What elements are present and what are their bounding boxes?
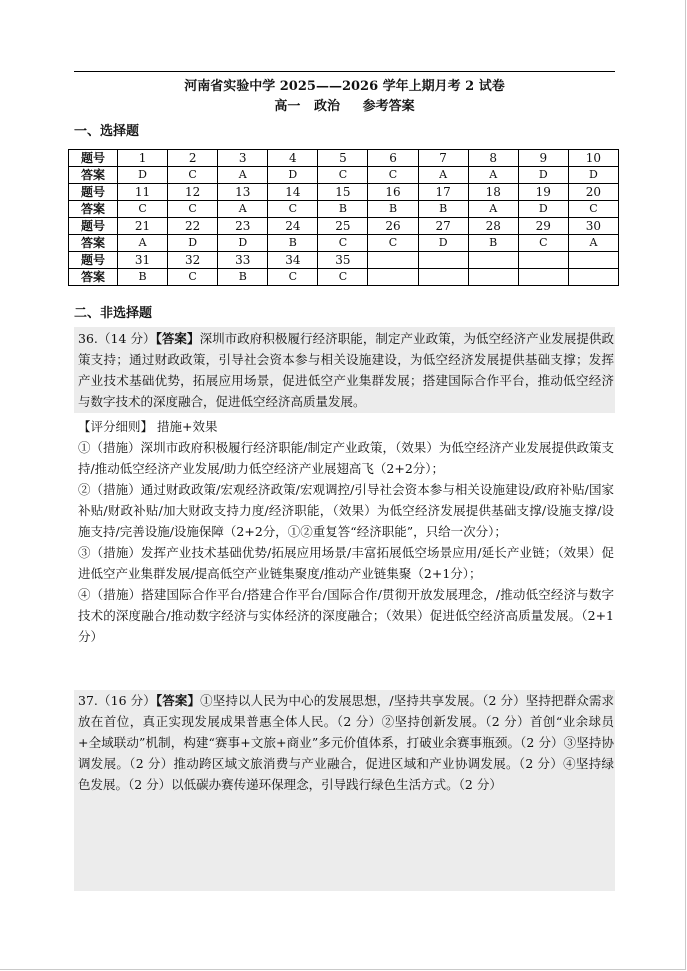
question-number-cell: 27 [418,218,468,235]
question-number-cell: 2 [168,150,218,167]
answer-row [69,167,619,184]
header-rule [74,71,615,72]
answer-row [69,235,619,252]
answer-cell: C [368,235,418,252]
question-number-cell: 24 [268,218,318,235]
answer-cell: C [568,201,618,218]
answer-cell [568,269,618,286]
question-number-cell: 19 [518,184,568,201]
question-number-cell: 35 [318,252,368,269]
answer-cell: C [318,269,368,286]
question-number-cell: 32 [168,252,218,269]
section-heading-nonchoice: 二、非选择题 [74,306,153,321]
question-number-row [69,252,619,269]
question-number-cell: 29 [518,218,568,235]
answer-cell: C [368,167,418,184]
question-number-cell: 30 [568,218,618,235]
answer-cell: C [118,201,168,218]
question-number-cell: 8 [468,150,518,167]
answer-cell: D [518,167,568,184]
question-number-cell: 20 [568,184,618,201]
q36-label: 【答案】 [155,331,200,346]
question-number-cell: 12 [168,184,218,201]
answer-row [69,269,619,286]
question-number-row [69,184,619,201]
answer-cell: C [518,235,568,252]
answer-cell: A [468,167,518,184]
rubric-item: ④（措施）搭建国际合作平台/搭建合作平台/国际合作/贯彻开放发展理念，/推动低空经济与数字技术的深度融合/推动数字经济与实体经济的深度融合；（效果）促进低空经济高质量发展。（2+1分） [78,587,614,644]
question-number-cell: 11 [118,184,168,201]
answer-cell: C [168,201,218,218]
answer-row [69,201,619,218]
answer-cell [518,269,568,286]
answer-cell [368,269,418,286]
answer-cell: C [268,201,318,218]
answer-cell [468,269,518,286]
question-label-cell: 题号 [69,150,118,167]
q36-answer [78,328,614,412]
question-number-cell: 3 [218,150,268,167]
question-number-cell: 18 [468,184,518,201]
answer-cell: D [418,235,468,252]
answer-cell: C [318,167,368,184]
question-number-cell: 26 [368,218,418,235]
answer-cell: D [518,201,568,218]
question-number-cell: 34 [268,252,318,269]
answer-cell: D [268,167,318,184]
rubric-item: ②（措施）通过财政政策/宏观经济政策/宏观调控/引导社会资本参与相关设施建设/政府补贴/国家补贴/财政补贴/加大财政支持力度/经济职能，（效果）为低空经济发展提供基础支撑/设施支撑/设施支持/完善设施/设施保障（2+2分，①②重复答“经济职能”，只给一次分）； [78,482,614,539]
question-number-cell: 10 [568,150,618,167]
question-number-cell: 7 [418,150,468,167]
question-number-cell [418,252,468,269]
question-number-row [69,150,619,167]
question-label-cell: 题号 [69,218,118,235]
question-number-cell: 17 [418,184,468,201]
q36-answer-text: 深圳市政府积极履行经济职能，制定产业政策，为低空经济产业发展提供政策支持；通过财政政策，引导社会资本参与相关设施建设，为低空经济发展提供基础支撑；发挥产业技术基础优势，拓展应用场景，促进低空产业集群发展；搭建国际合作平台，推动低空经济与数字技术的深度融合，促进低空经济高质量发展。 [78,331,614,409]
answer-cell: A [418,167,468,184]
question-number-cell: 21 [118,218,168,235]
q37-prefix: 37.（16 分） [78,693,156,708]
question-number-cell: 33 [218,252,268,269]
rubric-heading: 【评分细则】 措施+效果 [78,419,218,434]
question-number-cell: 9 [518,150,568,167]
question-number-cell: 4 [268,150,318,167]
question-label-cell: 题号 [69,252,118,269]
question-number-cell: 25 [318,218,368,235]
answer-cell: A [568,235,618,252]
answer-cell: C [168,167,218,184]
answer-cell: C [168,269,218,286]
question-number-cell [368,252,418,269]
q36-rubric [78,416,614,647]
answer-table [68,149,619,286]
exam-subtitle: 高一 政治 参考答案 [274,99,415,114]
question-number-cell: 5 [318,150,368,167]
answer-cell: B [368,201,418,218]
q37-label: 【答案】 [155,693,201,708]
question-number-cell [568,252,618,269]
question-number-cell: 22 [168,218,218,235]
q37-answer [78,690,614,795]
question-number-cell: 13 [218,184,268,201]
question-number-cell: 16 [368,184,418,201]
answer-cell: D [218,235,268,252]
question-number-cell [468,252,518,269]
question-number-cell: 28 [468,218,518,235]
question-label-cell: 题号 [69,184,118,201]
question-number-cell: 23 [218,218,268,235]
answer-cell: B [118,269,168,286]
answer-cell: A [118,235,168,252]
question-number-cell [518,252,568,269]
answer-cell: D [568,167,618,184]
question-number-cell: 14 [268,184,318,201]
section-heading-choice: 一、选择题 [74,124,140,139]
answer-cell: B [268,235,318,252]
answer-cell: D [168,235,218,252]
question-number-cell: 31 [118,252,168,269]
answer-cell: B [418,201,468,218]
answer-cell: B [218,269,268,286]
question-number-row [69,218,619,235]
answer-cell: A [218,201,268,218]
rubric-item: ③（措施）发挥产业技术基础优势/拓展应用场景/丰富拓展低空场景应用/延长产业链；（效果）促进低空产业集群发展/提高低空产业链集聚度/推动产业链集聚（2+1分）； [78,545,614,581]
answer-label-cell: 答案 [69,201,118,218]
question-number-cell: 15 [318,184,368,201]
q36-prefix: 36.（14 分） [78,331,156,346]
answer-label-cell: 答案 [69,235,118,252]
answer-cell: C [318,235,368,252]
answer-label-cell: 答案 [69,269,118,286]
answer-cell: D [118,167,168,184]
exam-title: 河南省实验中学 2025——2026 学年上期月考 2 试卷 [184,79,505,94]
answer-cell: C [268,269,318,286]
rubric-item: ①（措施）深圳市政府积极履行经济职能/制定产业政策，（效果）为低空经济产业发展提供政策支持/推动低空经济产业发展/助力低空经济产业展翅高飞（2+2分）； [78,440,614,476]
question-number-cell: 6 [368,150,418,167]
q37-answer-text: ①坚持以人民为中心的发展思想，/坚持共享发展。（2 分）坚持把群众需求放在首位，真正实现发展成果普惠全体人民。（2 分）②坚持创新发展。（2 分）首创“业余球员+全域联动”机制，构建“赛事+文旅+商业”多元价值体系，打破业余赛事瓶颈。（2 分）③坚持协调发展。（2 分）推动跨区域文旅消费与产业融合，促进区域和产业协调发展。（2 分）④坚持绿色发展。（2 分）以低碳办赛传递环保理念，引导践行绿色生活方式。（2 分） [78,693,614,792]
question-number-cell: 1 [118,150,168,167]
answer-cell: A [218,167,268,184]
answer-cell: B [468,235,518,252]
answer-cell: B [318,201,368,218]
answer-label-cell: 答案 [69,167,118,184]
answer-cell [418,269,468,286]
answer-cell: A [468,201,518,218]
